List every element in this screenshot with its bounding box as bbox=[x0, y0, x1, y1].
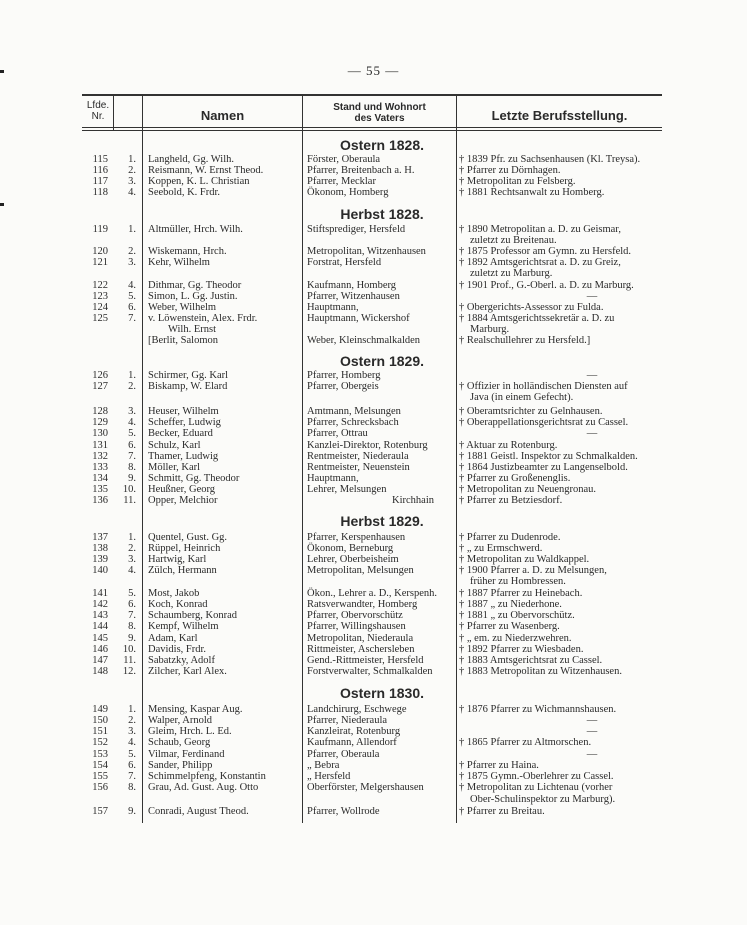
father-status-cell: Ratsverwandter, Homberg bbox=[307, 599, 418, 610]
last-occupation-cell: † 1839 Pfr. zu Sachsenhausen (Kl. Treysa). bbox=[459, 154, 641, 165]
section-heading: Herbst 1829. bbox=[340, 513, 424, 529]
lfd-number: 137 bbox=[92, 532, 108, 543]
section-heading: Ostern 1830. bbox=[339, 685, 425, 701]
father-status-cell: Pfarrer, Obervorschütz bbox=[307, 610, 403, 621]
sequence-number: 4. bbox=[128, 280, 136, 291]
father-status-cell: Kanzleirat, Rotenburg bbox=[307, 726, 401, 737]
name-cell: Schmitt, Gg. Theodor bbox=[148, 473, 240, 484]
sequence-number: 9. bbox=[128, 806, 136, 817]
name-cell: Walper, Arnold bbox=[148, 715, 213, 726]
table-row bbox=[0, 496, 747, 507]
name-cell: Thamer, Ludwig bbox=[148, 451, 219, 462]
sequence-number: 12. bbox=[122, 666, 136, 677]
father-status-cell: Metropolitan, Witzenhausen bbox=[307, 246, 426, 257]
last-occupation-cell: † 1884 Amtsgerichtssekretär a. D. zu bbox=[459, 313, 615, 324]
table-row bbox=[0, 314, 747, 325]
name-cell: Mensing, Kaspar Aug. bbox=[148, 704, 243, 715]
father-status-cell: Lehrer, Oberbeisheim bbox=[307, 554, 399, 565]
sequence-number: 9. bbox=[128, 633, 136, 644]
last-occupation-cell: † „ em. zu Niederzwehren. bbox=[459, 633, 572, 644]
name-cell: Rüppel, Heinrich bbox=[148, 543, 221, 554]
table-row bbox=[0, 166, 747, 177]
name-cell: Hartwig, Karl bbox=[148, 554, 207, 565]
name-cell: Zilcher, Karl Alex. bbox=[148, 666, 227, 677]
last-occupation-cell: † 1881 „ zu Obervorschütz. bbox=[459, 610, 575, 621]
name-cell: Langheld, Gg. Wilh. bbox=[148, 154, 234, 165]
last-occupation-cell: † Oberamtsrichter zu Gelnhausen. bbox=[459, 406, 603, 417]
sequence-number: 3. bbox=[128, 554, 136, 565]
table-row bbox=[0, 303, 747, 314]
last-occupation-cell: † 1892 Pfarrer zu Wiesbaden. bbox=[459, 644, 584, 655]
last-occupation-cell: † 1901 Prof., G.-Oberl. a. D. zu Marburg. bbox=[459, 280, 634, 291]
sequence-number: 3. bbox=[128, 176, 136, 187]
father-status-cell: Kanzlei-Direktor, Rotenburg bbox=[307, 440, 428, 451]
lfd-number: 144 bbox=[92, 621, 108, 632]
table-row bbox=[0, 371, 747, 382]
lfd-number: 146 bbox=[92, 644, 108, 655]
table-row bbox=[0, 269, 747, 280]
sequence-number: 1. bbox=[128, 704, 136, 715]
sequence-number: 1. bbox=[128, 532, 136, 543]
sequence-number: 6. bbox=[128, 599, 136, 610]
father-status-cell: Weber, Kleinschmalkalden bbox=[307, 335, 421, 346]
table-row bbox=[0, 236, 747, 247]
last-occupation-cell: — bbox=[586, 370, 598, 381]
father-status-cell: Lehrer, Melsungen bbox=[307, 484, 387, 495]
lfd-number: 153 bbox=[92, 749, 108, 760]
father-status-cell: Kirchhain bbox=[392, 495, 434, 506]
lfd-number: 133 bbox=[92, 462, 108, 473]
table-row bbox=[0, 667, 747, 678]
last-occupation-cell: — bbox=[586, 715, 598, 726]
last-occupation-cell: † Pfarrer zu Dudenrode. bbox=[459, 532, 561, 543]
father-status-cell: Pfarrer, Breitenbach a. H. bbox=[307, 165, 415, 176]
sequence-number: 4. bbox=[128, 565, 136, 576]
name-cell: Vilmar, Ferdinand bbox=[148, 749, 225, 760]
lfd-number: 129 bbox=[92, 417, 108, 428]
lfd-number: 121 bbox=[92, 257, 108, 268]
name-cell: Wiskemann, Hrch. bbox=[148, 246, 227, 257]
sequence-number: 5. bbox=[128, 291, 136, 302]
father-status-cell: Pfarrer, Mecklar bbox=[307, 176, 376, 187]
last-occupation-cell: † 1890 Metropolitan a. D. zu Geismar, bbox=[459, 224, 622, 235]
name-cell: Wilh. Ernst bbox=[168, 324, 216, 335]
scan-edge-mark bbox=[0, 203, 4, 206]
name-cell: Heuser, Wilhelm bbox=[148, 406, 219, 417]
last-occupation-cell: † 1900 Pfarrer a. D. zu Melsungen, bbox=[459, 565, 607, 576]
table-row bbox=[0, 258, 747, 269]
sequence-number: 2. bbox=[128, 246, 136, 257]
sequence-number: 7. bbox=[128, 313, 136, 324]
lfd-number: 118 bbox=[92, 187, 108, 198]
last-occupation-cell: † Pfarrer zu Haina. bbox=[459, 760, 539, 771]
lfd-number: 142 bbox=[92, 599, 108, 610]
sequence-number: 4. bbox=[128, 187, 136, 198]
name-cell: Sander, Philipp bbox=[148, 760, 213, 771]
father-status-cell: Hauptmann, Wickershof bbox=[307, 313, 410, 324]
sequence-number: 1. bbox=[128, 224, 136, 235]
name-cell: Schimmelpfeng, Konstantin bbox=[148, 771, 266, 782]
name-cell: Quentel, Gust. Gg. bbox=[148, 532, 228, 543]
table-row bbox=[0, 429, 747, 440]
father-status-cell: Amtmann, Melsungen bbox=[307, 406, 401, 417]
sequence-number: 7. bbox=[128, 610, 136, 621]
last-occupation-cell: † 1865 Pfarrer zu Altmorschen. bbox=[459, 737, 592, 748]
father-status-cell: Pfarrer, Ottrau bbox=[307, 428, 368, 439]
name-cell: Davidis, Frdr. bbox=[148, 644, 207, 655]
father-status-cell: Hauptmann, bbox=[307, 302, 359, 313]
lfd-number: 123 bbox=[92, 291, 108, 302]
table-row bbox=[0, 441, 747, 452]
lfd-number: 145 bbox=[92, 633, 108, 644]
sequence-number: 8. bbox=[128, 462, 136, 473]
last-occupation-cell: † Pfarrer zu Großenenglis. bbox=[459, 473, 571, 484]
lfd-number: 122 bbox=[92, 280, 108, 291]
father-status-cell: Rentmeister, Niederaula bbox=[307, 451, 409, 462]
last-occupation-cell: — bbox=[586, 291, 598, 302]
last-occupation-cell: † 1875 Gymn.-Oberlehrer zu Cassel. bbox=[459, 771, 614, 782]
father-status-cell: Kaufmann, Homberg bbox=[307, 280, 397, 291]
table-row bbox=[0, 188, 747, 199]
sequence-number: 3. bbox=[128, 406, 136, 417]
sequence-number: 11. bbox=[123, 495, 136, 506]
table-row bbox=[0, 325, 747, 336]
section-heading: Ostern 1828. bbox=[339, 137, 425, 153]
sequence-number: 2. bbox=[128, 543, 136, 554]
table-row bbox=[0, 772, 747, 783]
table-row bbox=[0, 393, 747, 404]
father-status-cell: Pfarrer, Homberg bbox=[307, 370, 381, 381]
lfd-number: 127 bbox=[92, 381, 108, 392]
col-divider bbox=[113, 96, 114, 130]
header-nr: Nr. bbox=[91, 111, 105, 122]
sequence-number: 2. bbox=[128, 715, 136, 726]
sequence-number: 3. bbox=[128, 257, 136, 268]
header-beruf: Letzte Berufsstellung. bbox=[491, 108, 628, 123]
name-cell: Kehr, Wilhelm bbox=[148, 257, 210, 268]
name-cell: Zülch, Hermann bbox=[148, 565, 217, 576]
table-row bbox=[0, 155, 747, 166]
table-row bbox=[0, 463, 747, 474]
table-row bbox=[0, 225, 747, 236]
table-row bbox=[0, 555, 747, 566]
table-row bbox=[0, 622, 747, 633]
father-status-cell: Pfarrer, Oberaula bbox=[307, 749, 380, 760]
lfd-number: 119 bbox=[92, 224, 108, 235]
father-status-cell: Ökonom, Homberg bbox=[307, 187, 389, 198]
name-cell: Most, Jakob bbox=[148, 588, 200, 599]
sequence-number: 5. bbox=[128, 428, 136, 439]
lfd-number: 139 bbox=[92, 554, 108, 565]
header-stand-2: des Vaters bbox=[354, 113, 405, 124]
sequence-number: 4. bbox=[128, 737, 136, 748]
table-row bbox=[0, 645, 747, 656]
table-row bbox=[0, 281, 747, 292]
last-occupation-cell: † Offizier in holländischen Diensten auf bbox=[459, 381, 628, 392]
name-cell: Scheffer, Ludwig bbox=[148, 417, 221, 428]
table-row bbox=[0, 705, 747, 716]
sequence-number: 11. bbox=[123, 655, 136, 666]
father-status-cell: Forstrat, Hersfeld bbox=[307, 257, 382, 268]
lfd-number: 147 bbox=[92, 655, 108, 666]
sequence-number: 5. bbox=[128, 588, 136, 599]
sequence-number: 7. bbox=[128, 451, 136, 462]
father-status-cell: Ökon., Lehrer a. D., Kerspenh. bbox=[307, 588, 438, 599]
table-row bbox=[0, 474, 747, 485]
last-occupation-cell: † 1864 Justizbeamter zu Langenselbold. bbox=[459, 462, 628, 473]
lfd-number: 155 bbox=[92, 771, 108, 782]
lfd-number: 130 bbox=[92, 428, 108, 439]
name-cell: Becker, Eduard bbox=[148, 428, 213, 439]
father-status-cell: Förster, Oberaula bbox=[307, 154, 381, 165]
name-cell: Opper, Melchior bbox=[148, 495, 218, 506]
father-status-cell: Metropolitan, Niederaula bbox=[307, 633, 414, 644]
header-namen: Namen bbox=[200, 108, 245, 123]
last-occupation-cell: † Obergerichts-Assessor zu Fulda. bbox=[459, 302, 604, 313]
last-occupation-cell: früher zu Hombressen. bbox=[470, 576, 566, 587]
father-status-cell: Hauptmann, bbox=[307, 473, 359, 484]
last-occupation-cell: † 1881 Rechtsanwalt zu Homberg. bbox=[459, 187, 605, 198]
name-cell: Kempf, Wilhelm bbox=[148, 621, 219, 632]
father-status-cell: „ Hersfeld bbox=[307, 771, 351, 782]
last-occupation-cell: † Pfarrer zu Betziesdorf. bbox=[459, 495, 563, 506]
lfd-number: 124 bbox=[92, 302, 108, 313]
table-header-rule bbox=[82, 127, 662, 128]
lfd-number: 136 bbox=[92, 495, 108, 506]
table-row bbox=[0, 589, 747, 600]
last-occupation-cell: † 1883 Metropolitan zu Witzenhausen. bbox=[459, 666, 622, 677]
last-occupation-cell: † 1883 Amtsgerichtsrat zu Cassel. bbox=[459, 655, 603, 666]
last-occupation-cell: † 1892 Amtsgerichtsrat a. D. zu Greiz, bbox=[459, 257, 621, 268]
table-row bbox=[0, 407, 747, 418]
father-status-cell: Pfarrer, Willingshausen bbox=[307, 621, 406, 632]
sequence-number: 9. bbox=[128, 473, 136, 484]
lfd-number: 134 bbox=[92, 473, 108, 484]
lfd-number: 154 bbox=[92, 760, 108, 771]
last-occupation-cell: † 1887 „ zu Niederhone. bbox=[459, 599, 562, 610]
table-row bbox=[0, 761, 747, 772]
table-row bbox=[0, 247, 747, 258]
lfd-number: 116 bbox=[92, 165, 108, 176]
table-row bbox=[0, 738, 747, 749]
sequence-number: 6. bbox=[128, 760, 136, 771]
name-cell: [Berlit, Salomon bbox=[148, 335, 218, 346]
table-row bbox=[0, 544, 747, 555]
lfd-number: 151 bbox=[92, 726, 108, 737]
sequence-number: 8. bbox=[128, 782, 136, 793]
header-stand-1: Stand und Wohnort bbox=[333, 102, 426, 113]
last-occupation-cell: — bbox=[586, 428, 598, 439]
last-occupation-cell: † Realschullehrer zu Hersfeld.] bbox=[459, 335, 591, 346]
last-occupation-cell: zuletzt zu Marburg. bbox=[470, 268, 553, 279]
sequence-number: 5. bbox=[128, 749, 136, 760]
sequence-number: 2. bbox=[128, 165, 136, 176]
last-occupation-cell: † 1881 Geistl. Inspektor zu Schmalkalden. bbox=[459, 451, 638, 462]
last-occupation-cell: Ober-Schulinspektor zu Marburg). bbox=[470, 794, 616, 805]
lfd-number: 150 bbox=[92, 715, 108, 726]
last-occupation-cell: † Pfarrer zu Breitau. bbox=[459, 806, 545, 817]
lfd-number: 140 bbox=[92, 565, 108, 576]
name-cell: Schulz, Karl bbox=[148, 440, 201, 451]
father-status-cell: Rittmeister, Aschersleben bbox=[307, 644, 415, 655]
sequence-number: 4. bbox=[128, 417, 136, 428]
lfd-number: 117 bbox=[92, 176, 108, 187]
table-row bbox=[0, 566, 747, 577]
sequence-number: 7. bbox=[128, 771, 136, 782]
page-number: — 55 — bbox=[347, 63, 400, 78]
last-occupation-cell: † Metropolitan zu Felsberg. bbox=[459, 176, 576, 187]
name-cell: Sabatzky, Adolf bbox=[148, 655, 215, 666]
table-row bbox=[0, 750, 747, 761]
sequence-number: 10. bbox=[122, 484, 136, 495]
father-status-cell: Forstverwalter, Schmalkalden bbox=[307, 666, 433, 677]
name-cell: Heußner, Georg bbox=[148, 484, 216, 495]
last-occupation-cell: † 1887 Pfarrer zu Heinebach. bbox=[459, 588, 583, 599]
name-cell: Reismann, W. Ernst Theod. bbox=[148, 165, 264, 176]
father-status-cell: „ Bebra bbox=[307, 760, 340, 771]
table-row bbox=[0, 382, 747, 393]
lfd-number: 138 bbox=[92, 543, 108, 554]
name-cell: Altmüller, Hrch. Wilh. bbox=[148, 224, 243, 235]
name-cell: Biskamp, W. Elard bbox=[148, 381, 228, 392]
last-occupation-cell: Java (in einem Gefecht). bbox=[470, 392, 574, 403]
section-heading: Herbst 1828. bbox=[340, 206, 424, 222]
table-row bbox=[0, 485, 747, 496]
name-cell: Schaumberg, Konrad bbox=[148, 610, 238, 621]
header-lfde: Lfde. bbox=[86, 100, 110, 111]
sequence-number: 10. bbox=[122, 644, 136, 655]
father-status-cell: Pfarrer, Witzenhausen bbox=[307, 291, 400, 302]
sequence-number: 8. bbox=[128, 621, 136, 632]
name-cell: Koppen, K. L. Christian bbox=[148, 176, 250, 187]
lfd-number: 148 bbox=[92, 666, 108, 677]
sequence-number: 6. bbox=[128, 440, 136, 451]
name-cell: Dithmar, Gg. Theodor bbox=[148, 280, 242, 291]
scan-edge-mark bbox=[0, 70, 4, 73]
table-row bbox=[0, 533, 747, 544]
table-header-rule-2 bbox=[82, 130, 662, 131]
name-cell: Schirmer, Gg. Karl bbox=[148, 370, 229, 381]
father-status-cell: Pfarrer, Kerspenhausen bbox=[307, 532, 406, 543]
name-cell: Simon, L. Gg. Justin. bbox=[148, 291, 238, 302]
table-row bbox=[0, 795, 747, 806]
table-row bbox=[0, 336, 747, 347]
sequence-number: 1. bbox=[128, 370, 136, 381]
table-row bbox=[0, 600, 747, 611]
father-status-cell: Ökonom, Berneburg bbox=[307, 543, 394, 554]
sequence-number: 1. bbox=[128, 154, 136, 165]
lfd-number: 132 bbox=[92, 451, 108, 462]
name-cell: Adam, Karl bbox=[148, 633, 198, 644]
last-occupation-cell: † Oberappellationsgerichtsrat zu Cassel. bbox=[459, 417, 629, 428]
last-occupation-cell: † Metropolitan zu Neuengronau. bbox=[459, 484, 597, 495]
father-status-cell: Pfarrer, Niederaula bbox=[307, 715, 388, 726]
father-status-cell: Pfarrer, Schrecksbach bbox=[307, 417, 399, 428]
table-row bbox=[0, 727, 747, 738]
lfd-number: 152 bbox=[92, 737, 108, 748]
table-row bbox=[0, 177, 747, 188]
lfd-number: 149 bbox=[92, 704, 108, 715]
section-heading: Ostern 1829. bbox=[339, 353, 425, 369]
table-row bbox=[0, 656, 747, 667]
last-occupation-cell: — bbox=[586, 749, 598, 760]
lfd-number: 131 bbox=[92, 440, 108, 451]
last-occupation-cell: † „ zu Ermschwerd. bbox=[459, 543, 543, 554]
table-row bbox=[0, 783, 747, 794]
sequence-number: 2. bbox=[128, 381, 136, 392]
table-row bbox=[0, 418, 747, 429]
last-occupation-cell: † Pfarrer zu Dörnhagen. bbox=[459, 165, 561, 176]
lfd-number: 143 bbox=[92, 610, 108, 621]
table-row bbox=[0, 452, 747, 463]
name-cell: Schaub, Georg bbox=[148, 737, 211, 748]
last-occupation-cell: † 1875 Professor am Gymn. zu Hersfeld. bbox=[459, 246, 632, 257]
last-occupation-cell: † Pfarrer zu Wasenberg. bbox=[459, 621, 560, 632]
table-row bbox=[0, 577, 747, 588]
lfd-number: 115 bbox=[92, 154, 108, 165]
lfd-number: 128 bbox=[92, 406, 108, 417]
last-occupation-cell: Marburg. bbox=[470, 324, 510, 335]
table-row bbox=[0, 611, 747, 622]
lfd-number: 135 bbox=[92, 484, 108, 495]
name-cell: Weber, Wilhelm bbox=[148, 302, 217, 313]
name-cell: Seebold, K. Frdr. bbox=[148, 187, 221, 198]
lfd-number: 120 bbox=[92, 246, 108, 257]
sequence-number: 6. bbox=[128, 302, 136, 313]
last-occupation-cell: — bbox=[586, 726, 598, 737]
name-cell: v. Löwenstein, Alex. Frdr. bbox=[148, 313, 258, 324]
last-occupation-cell: † Metropolitan zu Waldkappel. bbox=[459, 554, 590, 565]
father-status-cell: Landchirurg, Eschwege bbox=[307, 704, 407, 715]
lfd-number: 126 bbox=[92, 370, 108, 381]
father-status-cell: Pfarrer, Wollrode bbox=[307, 806, 380, 817]
father-status-cell: Rentmeister, Neuenstein bbox=[307, 462, 410, 473]
lfd-number: 157 bbox=[92, 806, 108, 817]
table-row bbox=[0, 807, 747, 818]
name-cell: Conradi, August Theod. bbox=[148, 806, 249, 817]
last-occupation-cell: zuletzt zu Breitenau. bbox=[470, 235, 557, 246]
father-status-cell: Pfarrer, Obergeis bbox=[307, 381, 379, 392]
table-row bbox=[0, 292, 747, 303]
father-status-cell: Oberförster, Melgershausen bbox=[307, 782, 424, 793]
last-occupation-cell: † Aktuar zu Rotenburg. bbox=[459, 440, 558, 451]
name-cell: Grau, Ad. Gust. Aug. Otto bbox=[148, 782, 259, 793]
father-status-cell: Kaufmann, Allendorf bbox=[307, 737, 397, 748]
name-cell: Möller, Karl bbox=[148, 462, 201, 473]
lfd-number: 156 bbox=[92, 782, 108, 793]
lfd-number: 141 bbox=[92, 588, 108, 599]
father-status-cell: Metropolitan, Melsungen bbox=[307, 565, 414, 576]
last-occupation-cell: † Metropolitan zu Lichtenau (vorher bbox=[459, 782, 613, 793]
last-occupation-cell: † 1876 Pfarrer zu Wichmannshausen. bbox=[459, 704, 617, 715]
name-cell: Gleim, Hrch. L. Ed. bbox=[148, 726, 232, 737]
sequence-number: 3. bbox=[128, 726, 136, 737]
name-cell: Koch, Konrad bbox=[148, 599, 208, 610]
table-row bbox=[0, 716, 747, 727]
father-status-cell: Stiftsprediger, Hersfeld bbox=[307, 224, 406, 235]
lfd-number: 125 bbox=[92, 313, 108, 324]
table-row bbox=[0, 634, 747, 645]
father-status-cell: Gend.-Rittmeister, Hersfeld bbox=[307, 655, 424, 666]
table-top-rule bbox=[82, 94, 662, 96]
